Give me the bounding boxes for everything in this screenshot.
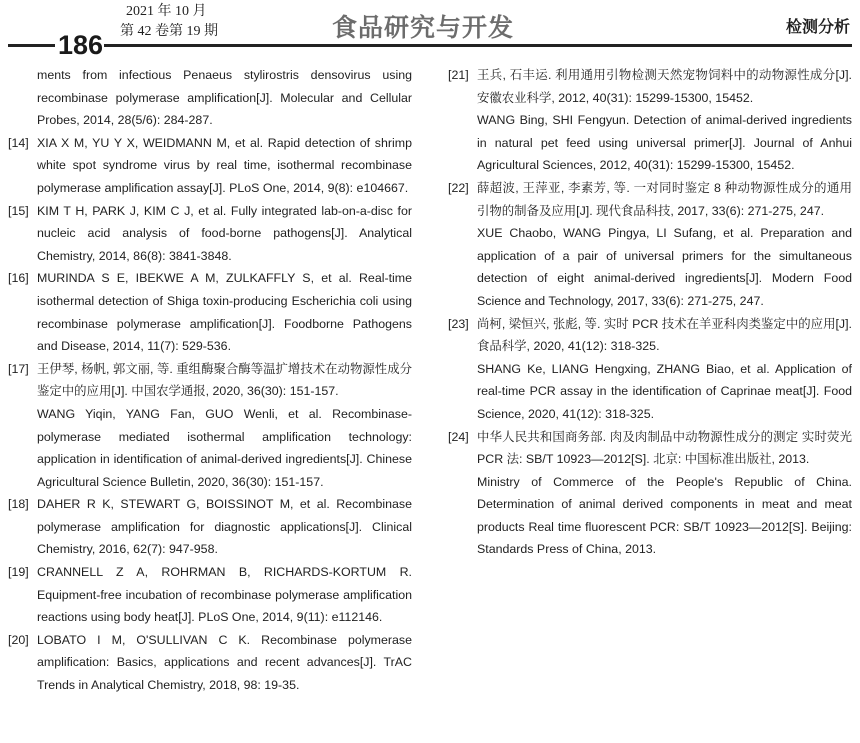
reference-item [448,313,852,426]
reference-text: KIM T H, PARK J, KIM C J, et al. Fully integrated lab-on-a-disc for nucleic acid analysis of food-borne pathogens[J]. Analytical Chemistry, 2014, 86(8): 3841-3848. [37,203,412,263]
volume-issue: 第 42 卷第 19 期 [120,24,218,39]
reference-text-english: SHANG Ke, LIANG Hengxing, ZHANG Biao, et al. Application of real-time PCR assay in the identification of Caprinae meat[J]. Food Science, 2020, 41(12): 318-325. [477,361,852,421]
reference-text: MURINDA S E, IBEKWE A M, ZULKAFFLY S, et al. Real-time isothermal detection of Shiga toxin-producing Escherichia coli using recombinase polymerase amplification[J]. Foodborne Pathogens and Disease, 2014, 11(7): 529-536. [37,271,412,354]
reference-number: [16] [8,271,29,286]
reference-text: 中华人民共和国商务部. 肉及肉制品中动物源性成分的测定 实时荧光 PCR 法: SB/T 10923—2012[S]. 北京: 中国标准出版社, 2013. [477,429,852,467]
reference-text-english: Ministry of Commerce of the People's Republic of China. Determination of animal derived components in meat and meat products Real time fluorescent PCR: SB/T 10923—2012[S]. Beijing: Standards Press of China, 2013. [477,474,852,557]
reference-text: 王伊琴, 杨帆, 郭文丽, 等. 重组酶聚合酶等温扩增技术在动物源性成分鉴定中的应用[J]. 中国农学通报, 2020, 36(30): 151-157. [37,361,412,399]
reference-text-english: WANG Bing, SHI Fengyun. Detection of animal-derived ingredients in natural pet feed using universal primer[J]. Journal of Anhui Agricultural Sciences, 2012, 40(31): 15299-15300, 15452. [477,113,852,173]
reference-item [8,493,412,561]
reference-text: 薛超波, 王萍亚, 李素芳, 等. 一对同时鉴定 8 种动物源性成分的通用引物的制备及应用[J]. 现代食品科技, 2017, 33(6): 271-275, 247. [477,180,852,218]
reference-number: [22] [448,180,469,195]
reference-number: [19] [8,565,29,580]
reference-item [448,426,852,562]
reference-text-english: WANG Yiqin, YANG Fan, GUO Wenli, et al. Recombinase-polymerase mediated isothermal amplification technology: application in identification of animal-derived ingredients[J]. Chinese Agricultural Science Bulletin, 2020, 36(30): 151-157. [37,406,412,489]
reference-number: [18] [8,497,29,512]
reference-text-english: XUE Chaobo, WANG Pingya, LI Sufang, et al. Preparation and application of a pair of universal primers for the simultaneous detection of eight animal-derived ingredients[J]. Modern Food Science and Technology, 2017, 33(6): 271-275, 247. [477,226,852,308]
header-rule [104,44,852,47]
left-column [8,64,412,697]
reference-text: 王兵, 石丰运. 利用通用引物检测天然宠物饲料中的动物源性成分[J]. 安徽农业科学, 2012, 40(31): 15299-15300, 15452. [477,68,852,105]
reference-number: [15] [8,203,29,218]
reference-text: 尚柯, 梁恒兴, 张彪, 等. 实时 PCR 技术在羊亚科肉类鉴定中的应用[J]. 食品科学, 2020, 41(12): 318-325. [477,316,852,354]
reference-number: [20] [8,632,29,647]
reference-item [8,358,412,494]
reference-item [8,200,412,268]
reference-number: [24] [448,429,469,444]
header-rule-left [8,44,55,47]
reference-item [448,177,852,313]
journal-title: 食品研究与开发 [332,13,515,42]
reference-item [8,132,412,200]
page-number: 186 [58,30,104,60]
reference-continuation: ments from infectious Penaeus stylirostris densovirus using recombinase polymerase amplification[J]. Molecular and Cellular Probes, 2014, 28(5/6): 284-287. [37,68,412,128]
reference-number: [23] [448,316,469,331]
page-header [0,0,860,62]
reference-number: [14] [8,135,29,150]
reference-text: DAHER R K, STEWART G, BOISSINOT M, et al. Recombinase polymerase amplification for diagnostic applications[J]. Clinical Chemistry, 2016, 62(7): 947-958. [37,497,412,557]
reference-item [8,267,412,357]
right-column [448,64,852,561]
section-title: 检测分析 [785,17,850,36]
reference-text: CRANNELL Z A, ROHRMAN B, RICHARDS-KORTUM R. Equipment-free incubation of recombinase polymerase amplification reactions using body heat[J]. PLoS One, 2014, 9(11): e112146. [37,565,412,625]
reference-text: XIA X M, YU Y X, WEIDMANN M, et al. Rapid detection of shrimp white spot syndrome virus by real time, isothermal recombinase polymerase amplification assay[J]. PLoS One, 2014, 9(8): e104667. [37,135,412,195]
issue-date: 2021 年 10 月 [126,4,207,19]
reference-item [448,64,852,177]
reference-number: [17] [8,361,29,376]
reference-text: LOBATO I M, O'SULLIVAN C K. Recombinase polymerase amplification: Basics, applications and recent advances[J]. TrAC Trends in Analytical Chemistry, 2018, 98: 19-35. [37,632,412,693]
reference-item [8,561,412,629]
reference-item [8,629,412,697]
reference-number: [21] [448,68,469,82]
